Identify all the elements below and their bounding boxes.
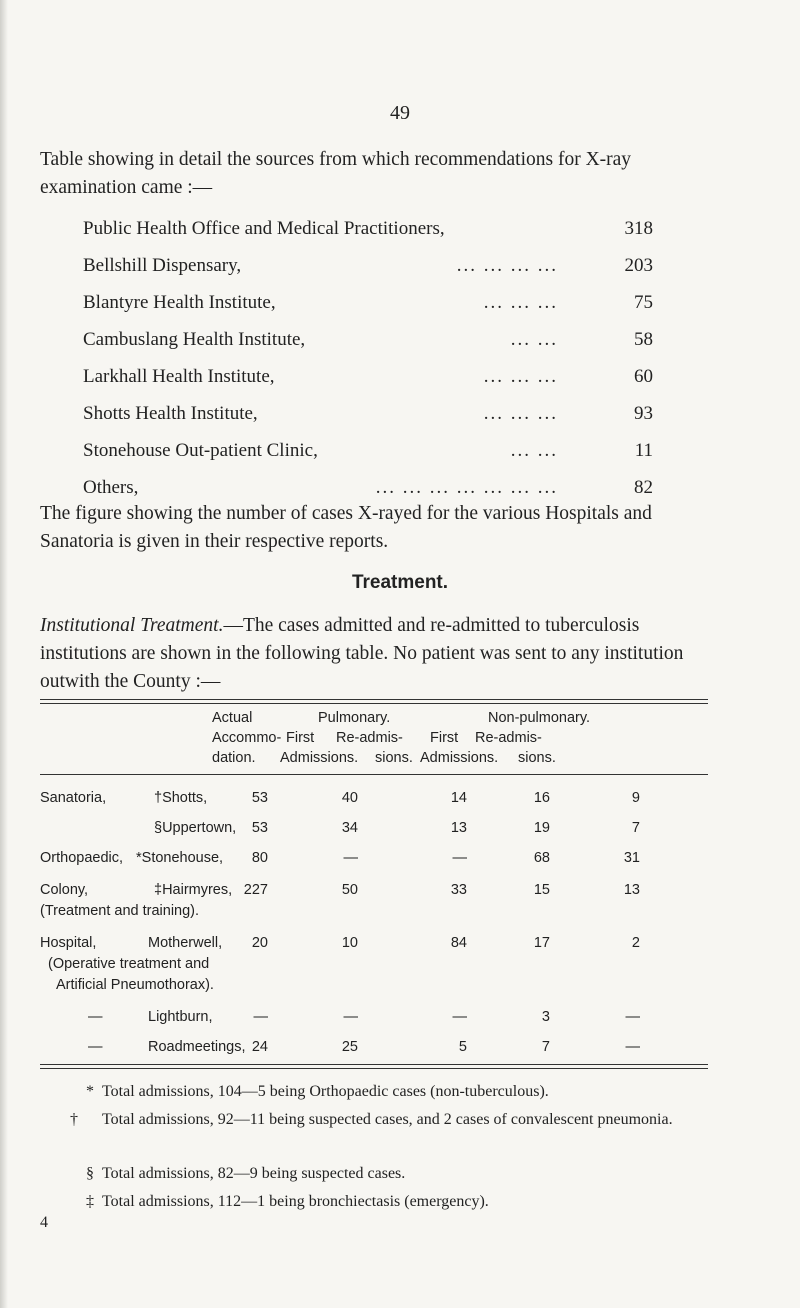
list-item: [83, 218, 653, 248]
source-label: Cambuslang Health Institute,: [83, 329, 306, 350]
footnote-text: Total admissions, 92—11 being suspected cases, and 2 cases of convalescent pneumonia.: [102, 1111, 673, 1128]
row-type: —: [88, 1009, 103, 1025]
footnote-text: Total admissions, 104—5 being Orthopaedic cases (non-tuberculous).: [102, 1083, 549, 1100]
leader-dots: ... ... ...: [483, 403, 558, 424]
footnote: [86, 1080, 726, 1104]
col-header-first-2: Admissions.: [280, 750, 359, 766]
row-name: *Stonehouse,: [136, 850, 224, 866]
intro-paragraph: Table showing in detail the sources from which recommendations for X-ray examination came :—: [40, 149, 632, 198]
cell-pulmonary-readmis: —: [452, 850, 467, 866]
row-type: —: [88, 1039, 103, 1055]
page-edge-shadow: [0, 0, 8, 1308]
cell-nonpulmonary-readmis: 9: [631, 790, 640, 806]
col-header-np-first: First: [430, 730, 459, 746]
col-header-np-first-2: Admissions.: [420, 750, 499, 766]
cell-pulmonary-first: 10: [341, 935, 358, 951]
source-label: Public Health Office and Medical Practitioners,: [83, 218, 445, 239]
source-count: 318: [624, 218, 653, 239]
row-name: †Shotts,: [154, 790, 208, 806]
footnote: [86, 1162, 726, 1186]
cell-pulmonary-first: 40: [341, 790, 358, 806]
table-header-rule: [40, 774, 708, 775]
footnote-mark: *: [86, 1083, 94, 1100]
list-item: [83, 329, 653, 359]
source-label: Stonehouse Out-patient Clinic,: [83, 440, 318, 461]
cell-pulmonary-readmis: 14: [450, 790, 467, 806]
cell-accommodation: —: [253, 1009, 268, 1025]
list-item: [83, 292, 653, 322]
cell-pulmonary-first: 34: [341, 820, 358, 836]
cell-nonpulmonary-readmis: —: [625, 1039, 640, 1055]
cell-pulmonary-readmis: 5: [458, 1039, 467, 1055]
cell-nonpulmonary-readmis: 7: [631, 820, 640, 836]
cell-pulmonary-readmis: 84: [450, 935, 467, 951]
table-bottom-rule-2: [40, 1068, 708, 1069]
col-header-np-readmis: Re-admis-: [475, 730, 542, 746]
row-name: Lightburn,: [148, 1009, 213, 1025]
footnote-mark: §: [86, 1165, 94, 1182]
source-count: 82: [634, 477, 653, 498]
leader-dots: ... ... ... ...: [456, 255, 558, 276]
signature-mark: 4: [40, 1214, 48, 1231]
footnote-text: Total admissions, 82—9 being suspected cases.: [102, 1165, 406, 1182]
cell-pulmonary-readmis: —: [452, 1009, 467, 1025]
col-header-actual: [212, 708, 281, 768]
cell-nonpulmonary-first: 16: [533, 790, 550, 806]
cell-pulmonary-first: —: [343, 850, 358, 866]
source-count: 60: [634, 366, 653, 387]
source-count: 58: [634, 329, 653, 350]
col-header-pulmonary: Pulmonary.: [318, 710, 391, 726]
footnote: [70, 1108, 702, 1132]
section-heading: Treatment.: [351, 572, 449, 593]
source-label: Blantyre Health Institute,: [83, 292, 276, 313]
cell-accommodation: 53: [251, 790, 268, 806]
row-note: (Treatment and training).: [40, 903, 200, 919]
cell-accommodation: 24: [251, 1039, 268, 1055]
row-name: §Uppertown,: [154, 820, 237, 836]
cell-nonpulmonary-readmis: —: [625, 1009, 640, 1025]
col-header-first: First: [286, 730, 315, 746]
footnote-mark: †: [70, 1111, 78, 1128]
leader-dots: ... ... ...: [483, 366, 558, 387]
header-line: dation.: [212, 750, 256, 766]
table-bottom-rule: [40, 1064, 708, 1065]
cell-accommodation: 53: [251, 820, 268, 836]
cell-nonpulmonary-first: 19: [533, 820, 550, 836]
cell-pulmonary-first: —: [343, 1009, 358, 1025]
row-type: Orthopaedic,: [40, 850, 124, 866]
list-item: [83, 403, 653, 433]
row-type: Sanatoria,: [40, 790, 107, 806]
source-label: Others,: [83, 477, 139, 498]
cell-accommodation: 20: [251, 935, 268, 951]
source-count: 75: [634, 292, 653, 313]
institutional-paragraph: [40, 612, 730, 696]
source-count: 203: [624, 255, 653, 276]
list-item: [83, 366, 653, 396]
cell-pulmonary-readmis: 33: [450, 882, 467, 898]
leader-dots: ... ...: [510, 440, 558, 461]
row-note: (Operative treatment and: [48, 956, 210, 972]
col-header-readmis: Re-admis-: [336, 730, 403, 746]
table-top-rule: [40, 699, 708, 700]
row-type: Hospital,: [40, 935, 97, 951]
leader-dots: ... ... ...: [483, 292, 558, 313]
cell-nonpulmonary-first: 7: [541, 1039, 550, 1055]
header-line: Actual: [212, 710, 253, 726]
row-name: Roadmeetings,: [148, 1039, 246, 1055]
footnote: [86, 1190, 726, 1214]
subheading: Institutional Treatment.: [40, 615, 224, 636]
source-label: Shotts Health Institute,: [83, 403, 258, 424]
col-header-readmis-2: sions.: [375, 750, 413, 766]
leader-dots: ... ... ... ... ... ... ...: [375, 477, 558, 498]
row-name: ‡Hairmyres,: [154, 882, 233, 898]
cell-nonpulmonary-first: 3: [541, 1009, 550, 1025]
source-count: 93: [634, 403, 653, 424]
list-item: [83, 440, 653, 470]
cell-accommodation: 227: [243, 882, 268, 898]
table-top-rule-2: [40, 703, 708, 704]
cell-nonpulmonary-first: 68: [533, 850, 550, 866]
row-type: Colony,: [40, 882, 89, 898]
row-name: Motherwell,: [148, 935, 223, 951]
row-note: Artificial Pneumothorax).: [56, 977, 214, 993]
page-number: 49: [390, 102, 410, 124]
cell-nonpulmonary-readmis: 2: [631, 935, 640, 951]
cell-nonpulmonary-readmis: 13: [623, 882, 640, 898]
cell-nonpulmonary-readmis: 31: [623, 850, 640, 866]
cell-nonpulmonary-first: 15: [533, 882, 550, 898]
cell-pulmonary-first: 25: [341, 1039, 358, 1055]
header-line: Accommo-: [212, 730, 282, 746]
institutional-text: —The cases admitted and re-admitted to tuberculosis institutions are shown in the following table. No patient was sent to any institution outwith the County :—: [40, 615, 684, 692]
source-label: Bellshill Dispensary,: [83, 255, 242, 276]
leader-dots: ... ...: [510, 329, 558, 350]
cell-nonpulmonary-first: 17: [533, 935, 550, 951]
col-header-np-readmis-2: sions.: [518, 750, 556, 766]
hospitals-paragraph: The figure showing the number of cases X-rayed for the various Hospitals and Sanatoria is given in their respective reports.: [40, 503, 652, 552]
col-header-non-pulmonary: Non-pulmonary.: [488, 710, 591, 726]
cell-pulmonary-readmis: 13: [450, 820, 467, 836]
source-label: Larkhall Health Institute,: [83, 366, 275, 387]
cell-pulmonary-first: 50: [341, 882, 358, 898]
list-item: [83, 255, 653, 285]
footnote-text: Total admissions, 112—1 being bronchiectasis (emergency).: [102, 1193, 489, 1210]
footnote-mark: ‡: [86, 1193, 94, 1210]
source-count: 11: [634, 440, 653, 461]
cell-accommodation: 80: [251, 850, 268, 866]
